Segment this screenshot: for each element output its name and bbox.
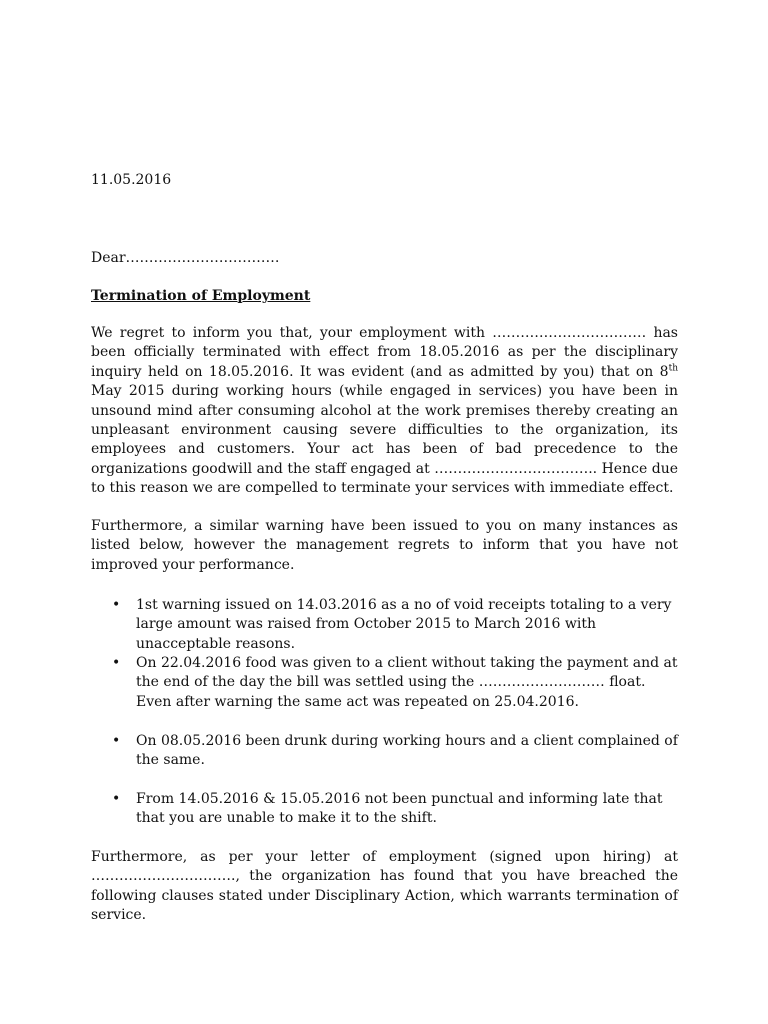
list-item-text: 1st warning issued on 14.03.2016 as a no of void receipts totaling to a very large amount was raised from October 2015 to March 2016 with unacceptable reasons. xyxy=(136,597,672,652)
bullet-icon: • xyxy=(112,791,121,807)
bullet-icon: • xyxy=(112,733,121,749)
list-item-text: From 14.05.2016 & 15.05.2016 not been punctual and informing late that that you are unable to make it to the shift. xyxy=(136,791,663,827)
bullet-icon: • xyxy=(112,655,121,671)
salutation: Dear…………………………… xyxy=(91,250,280,266)
list-item-text: On 22.04.2016 food was given to a client without taking the payment and at the end of the day the bill was settled using the ……………………… float. Even after warning the same act was repeated on 25.04.2016. xyxy=(136,655,678,710)
list-item xyxy=(112,790,678,829)
list-item xyxy=(112,732,678,771)
paragraph-termination-notice-part-a: We regret to inform you that, your employment with …………………………… has been officially terminated with effect from 18.05.2016 as per the disciplinary inquiry held on 18.05.2016. It was evident (and as admitted by you) that on 8 xyxy=(91,325,678,380)
letter-date: 11.05.2016 xyxy=(91,172,172,188)
list-item xyxy=(112,596,678,654)
paragraph-previous-warnings: Furthermore, a similar warning have been issued to you on many instances as listed below, however the management regrets to inform that you have not improved your performance. xyxy=(91,518,678,573)
bullet-icon: • xyxy=(112,597,121,613)
paragraph-termination-notice xyxy=(91,324,678,499)
paragraph-termination-notice-part-b: May 2015 during working hours (while engaged in services) you have been in unsound mind after consuming alcohol at the work premises thereby creating an unpleasant environment causing severe difficulties to the organization, its employees and customers. Your act has been of bad precedence to the organizations goodwill and the staff engaged at …………………………….. Hence due to this reason we are compelled to terminate your services with immediate effect. xyxy=(91,383,678,497)
ordinal-suffix: th xyxy=(668,363,678,374)
list-item xyxy=(112,654,678,712)
list-item-text: On 08.05.2016 been drunk during working hours and a client complained of the same. xyxy=(136,733,678,769)
paragraph-clauses-breached: Furthermore, as per your letter of employment (signed upon hiring) at …………………………., the organization has found that you have breached the following clauses stated under Disciplinary Action, which warrants termination of service. xyxy=(91,849,678,924)
subject-heading: Termination of Employment xyxy=(91,288,311,304)
